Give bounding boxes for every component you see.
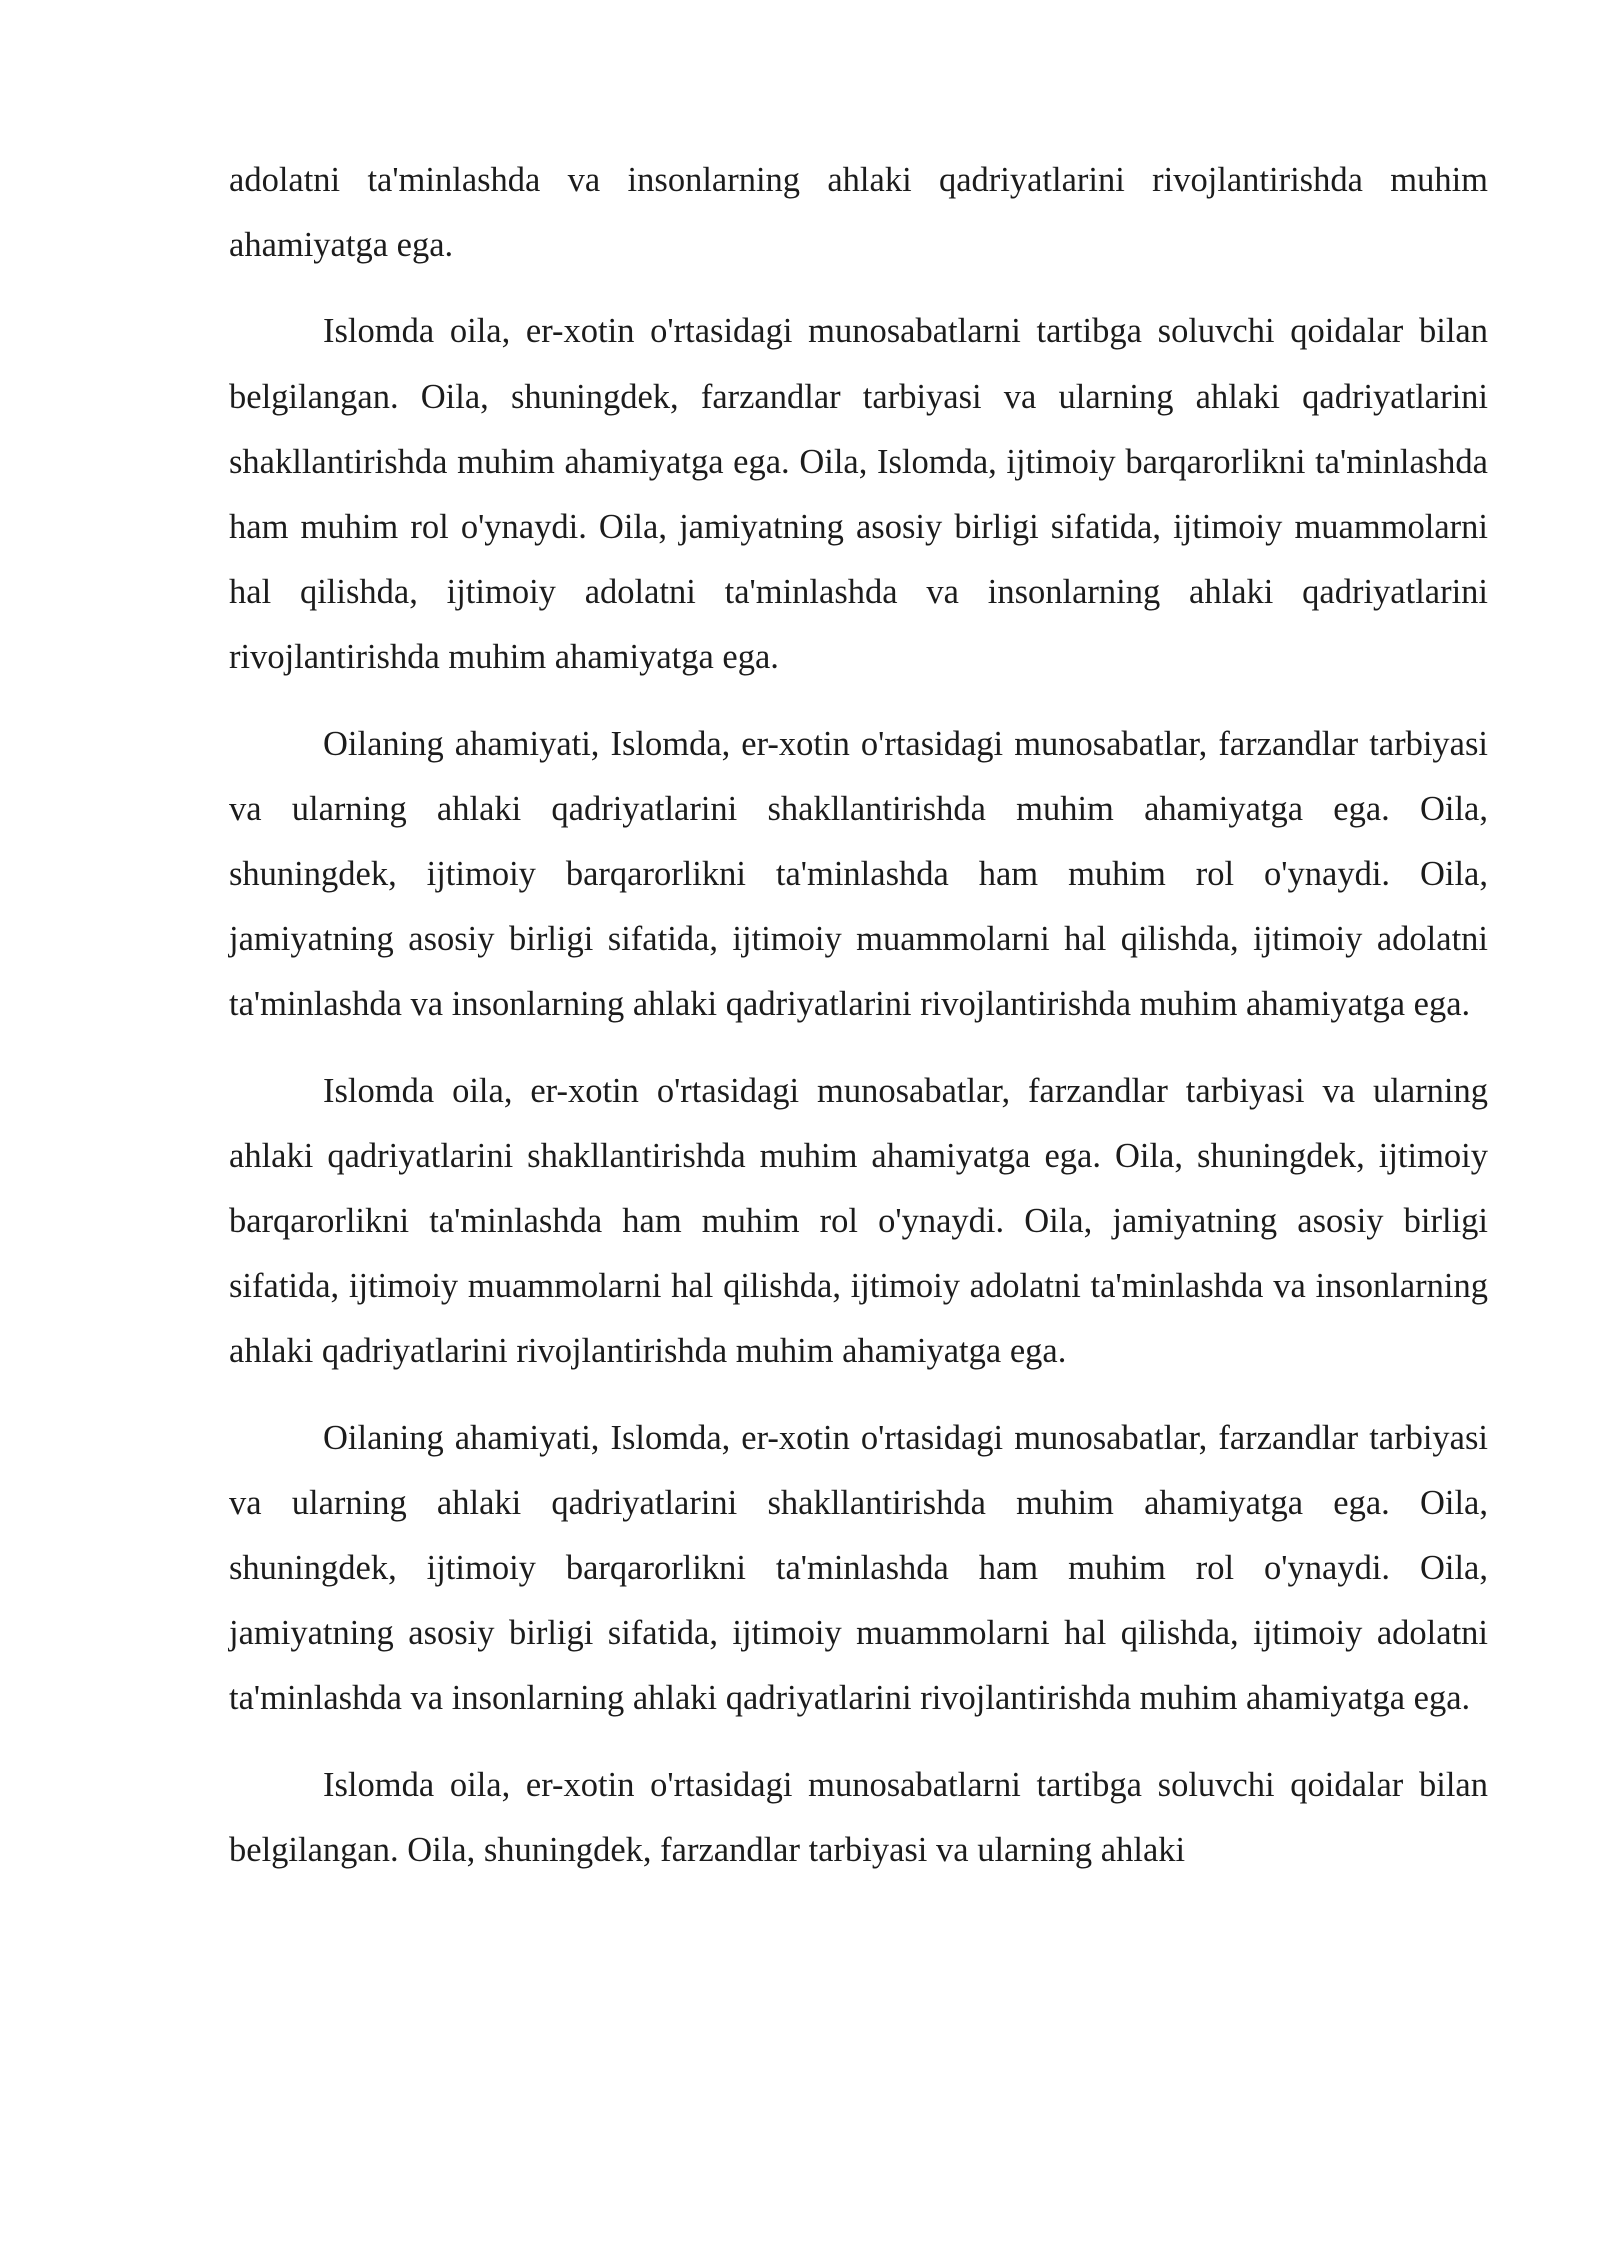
- paragraph: Oilaning ahamiyati, Islomda, er-xotin o'rtasidagi munosabatlar, farzandlar tarbiyasi va ularning ahlaki qadriyatlarini shakllantirishda muhim ahamiyatga ega. Oila, shuningdek, ijtimoiy barqarorlikni ta'minlashda ham muhim rol o'ynaydi. Oila, jamiyatning asosiy birligi sifatida, ijtimoiy muammolarni hal qilishda, ijtimoiy adolatni ta'minlashda va insonlarning ahlaki qadriyatlarini rivojlantirishda muhim ahamiyatga ega.: [229, 1418, 1488, 1718]
- paragraph-continued: adolatni ta'minlashda va insonlarning ahlaki qadriyatlarini rivojlantirishda muhim ahamiyatga ega.: [229, 161, 1488, 265]
- paragraph: Islomda oila, er-xotin o'rtasidagi munosabatlar, farzandlar tarbiyasi va ularning ahlaki qadriyatlarini shakllantirishda muhim ahamiyatga ega. Oila, shuningdek, ijtimoiy barqarorlikni ta'minlashda ham muhim rol o'ynaydi. Oila, jamiyatning asosiy birligi sifatida, ijtimoiy muammolarni hal qilishda, ijtimoiy adolatni ta'minlashda va insonlarning ahlaki qadriyatlarini rivojlantirishda muhim ahamiyatga ega.: [229, 1071, 1488, 1371]
- paragraph-truncated: Islomda oila, er-xotin o'rtasidagi munosabatlarni tartibga soluvchi qoidalar bilan belgilangan. Oila, shuningdek, farzandlar tarbiyasi va ularning ahlaki: [229, 1765, 1488, 1869]
- paragraph: Oilaning ahamiyati, Islomda, er-xotin o'rtasidagi munosabatlar, farzandlar tarbiyasi va ularning ahlaki qadriyatlarini shakllantirishda muhim ahamiyatga ega. Oila, shuningdek, ijtimoiy barqarorlikni ta'minlashda ham muhim rol o'ynaydi. Oila, jamiyatning asosiy birligi sifatida, ijtimoiy muammolarni hal qilishda, ijtimoiy adolatni ta'minlashda va insonlarning ahlaki qadriyatlarini rivojlantirishda muhim ahamiyatga ega.: [229, 724, 1488, 1024]
- document-body: [229, 148, 1488, 1904]
- paragraph: Islomda oila, er-xotin o'rtasidagi munosabatlarni tartibga soluvchi qoidalar bilan belgilangan. Oila, shuningdek, farzandlar tarbiyasi va ularning ahlaki qadriyatlarini shakllantirishda muhim ahamiyatga ega. Oila, Islomda, ijtimoiy barqarorlikni ta'minlashda ham muhim rol o'ynaydi. Oila, jamiyatning asosiy birligi sifatida, ijtimoiy muammolarni hal qilishda, ijtimoiy adolatni ta'minlashda va insonlarning ahlaki qadriyatlarini rivojlantirishda muhim ahamiyatga ega.: [229, 312, 1488, 677]
